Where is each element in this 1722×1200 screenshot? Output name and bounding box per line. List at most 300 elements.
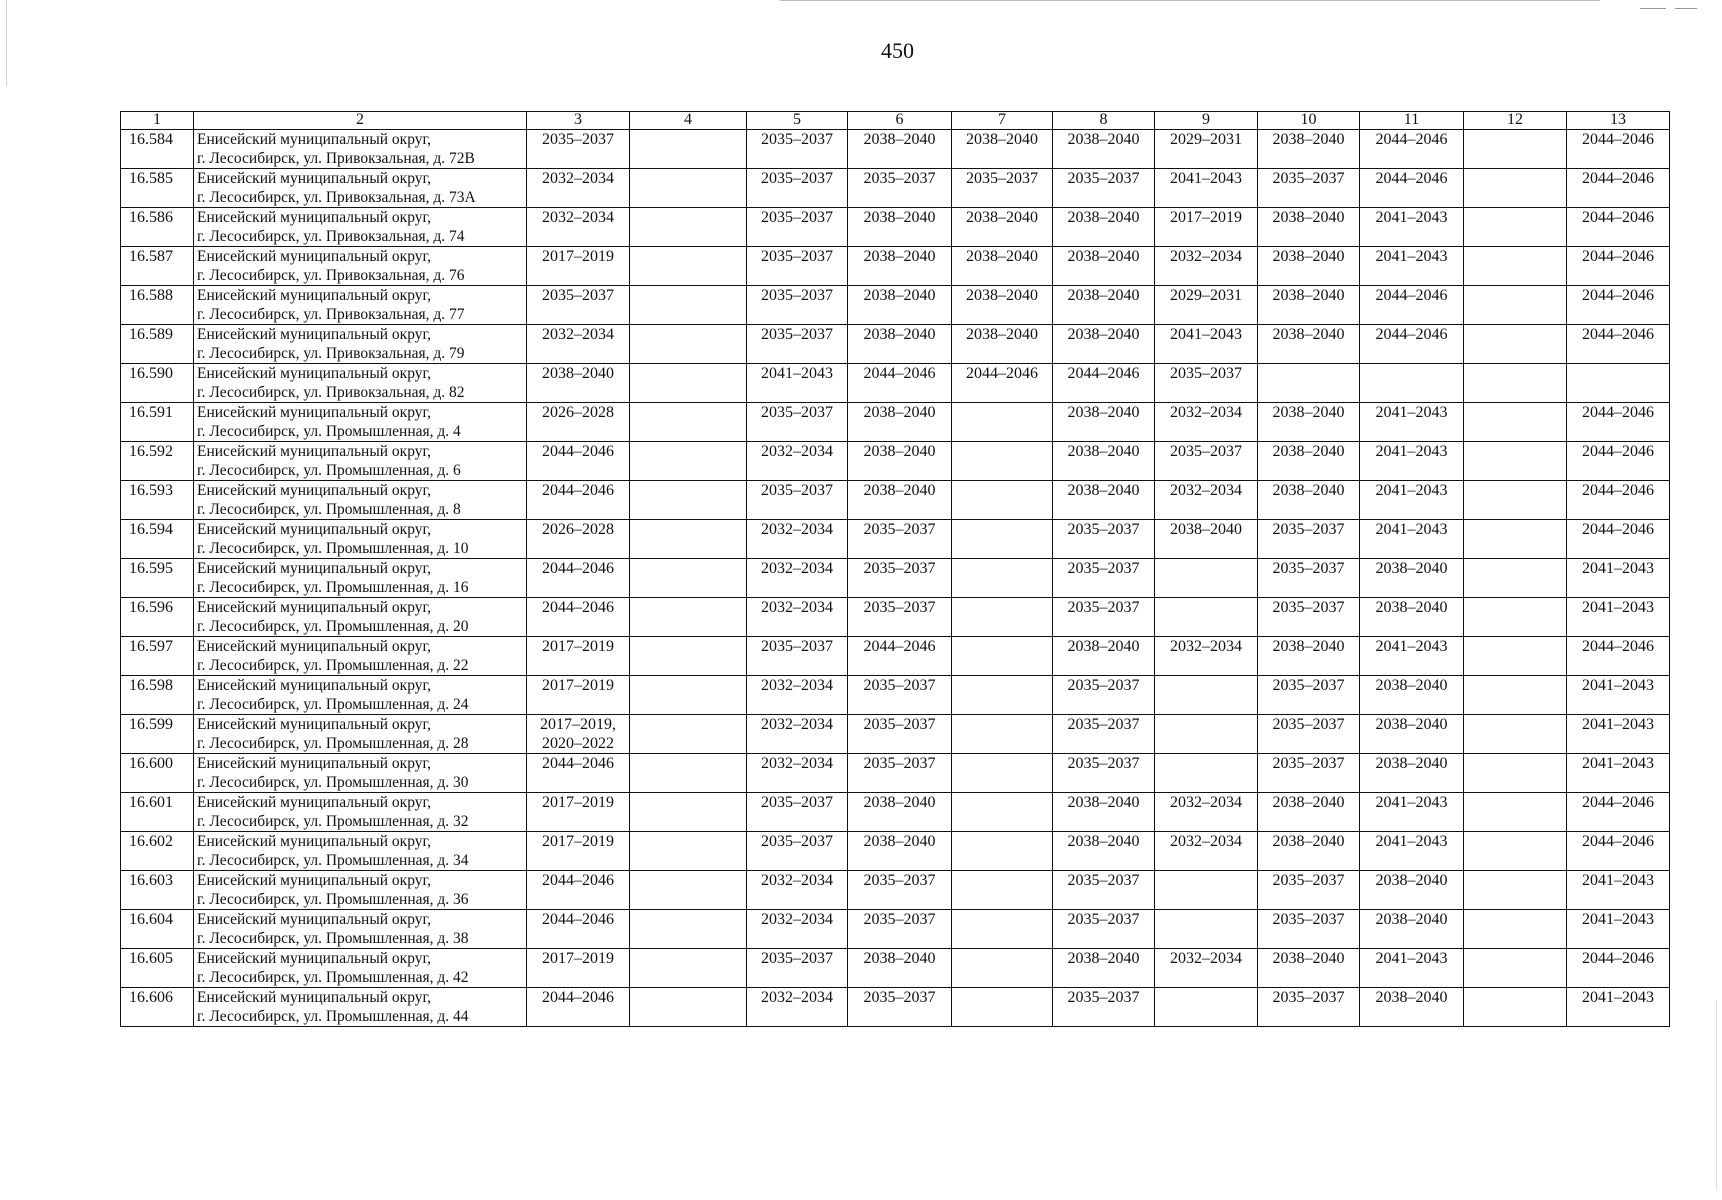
scan-edge-line	[1716, 1000, 1717, 1190]
period-value: 2035–2037	[542, 287, 614, 304]
period-cell-col6	[848, 481, 952, 520]
period-cell-col12	[1464, 286, 1567, 325]
period-cell-col10	[1258, 871, 1360, 910]
period-value: 2041–2043	[1375, 521, 1448, 538]
period-cell-col8	[1053, 286, 1155, 325]
period-cell-col8	[1053, 949, 1155, 988]
address-cell	[194, 949, 527, 988]
period-value: 2041–2043	[1582, 716, 1654, 733]
row-number: 16.592	[121, 442, 194, 481]
period-value: 2035–2037	[1067, 989, 1140, 1006]
period-value: 2038–2040	[966, 131, 1038, 148]
period-cell-col8	[1053, 169, 1155, 208]
period-value: 2032–2034	[1170, 794, 1242, 811]
period-cell-col13	[1567, 754, 1670, 793]
period-cell-col8	[1053, 364, 1155, 403]
period-cell-col8	[1053, 520, 1155, 559]
period-value: 2044–2046	[966, 365, 1038, 382]
period-cell-col13	[1567, 364, 1670, 403]
period-value: 2041–2043	[1582, 599, 1654, 616]
period-value: 2044–2046	[542, 911, 614, 928]
period-value: 2035–2037	[761, 833, 833, 850]
period-value: 2035–2037	[863, 677, 936, 694]
period-cell-col3	[527, 481, 630, 520]
period-cell-col6	[848, 715, 952, 754]
table-row	[121, 403, 1670, 442]
period-cell-col13	[1567, 520, 1670, 559]
period-value: 2035–2037	[1272, 989, 1345, 1006]
address-line-district: Енисейский муниципальный округ,	[197, 209, 431, 226]
period-value: 2035–2037	[1067, 911, 1140, 928]
period-value: 2032–2034	[761, 872, 833, 889]
period-cell-col10	[1258, 208, 1360, 247]
period-cell-col6	[848, 637, 952, 676]
address-line-street: г. Лесосибирск, ул. Промышленная, д. 6	[197, 462, 461, 479]
row-number: 16.602	[121, 832, 194, 871]
period-cell-col3	[527, 403, 630, 442]
column-header-13: 13	[1567, 112, 1670, 130]
period-value: 2026–2028	[542, 521, 614, 538]
period-cell-col11	[1360, 364, 1464, 403]
period-cell-col9	[1155, 520, 1258, 559]
period-cell-col9	[1155, 598, 1258, 637]
address-line-street: г. Лесосибирск, ул. Промышленная, д. 30	[197, 774, 469, 791]
period-cell-col10	[1258, 286, 1360, 325]
period-value: 2032–2034	[1170, 950, 1242, 967]
period-cell-col5	[747, 559, 848, 598]
period-cell-col4	[630, 754, 747, 793]
period-value: 2038–2040	[863, 131, 936, 148]
period-value: 2029–2031	[1170, 287, 1242, 304]
period-value: 2026–2028	[542, 404, 614, 421]
period-cell-col7	[952, 325, 1053, 364]
period-value: 2041–2043	[1170, 170, 1242, 187]
address-cell	[194, 403, 527, 442]
period-value: 2035–2037	[1067, 755, 1140, 772]
period-value: 2035–2037	[863, 755, 936, 772]
period-cell-col3	[527, 988, 630, 1027]
period-cell-col3	[527, 832, 630, 871]
address-cell	[194, 325, 527, 364]
period-cell-col12	[1464, 442, 1567, 481]
column-header-1: 1	[121, 112, 194, 130]
period-value: 2038–2040	[966, 326, 1038, 343]
period-cell-col11	[1360, 871, 1464, 910]
column-header-7: 7	[952, 112, 1053, 130]
period-cell-col5	[747, 754, 848, 793]
period-value: 2035–2037	[1067, 677, 1140, 694]
address-line-street: г. Лесосибирск, ул. Промышленная, д. 32	[197, 813, 469, 830]
period-cell-col9	[1155, 676, 1258, 715]
period-cell-col7	[952, 247, 1053, 286]
period-value: 2035–2037	[966, 170, 1038, 187]
period-value: 2032–2034	[761, 755, 833, 772]
period-value: 2038–2040	[1375, 599, 1448, 616]
address-cell	[194, 247, 527, 286]
period-cell-col12	[1464, 676, 1567, 715]
row-number: 16.591	[121, 403, 194, 442]
period-cell-col4	[630, 988, 747, 1027]
period-value: 2041–2043	[1375, 950, 1448, 967]
table-row	[121, 325, 1670, 364]
period-value: 2038–2040	[863, 950, 936, 967]
period-cell-col4	[630, 208, 747, 247]
period-value: 2038–2040	[863, 794, 936, 811]
column-header-6: 6	[848, 112, 952, 130]
period-value: 2041–2043	[1375, 443, 1448, 460]
period-value: 2035–2037	[863, 716, 936, 733]
period-cell-col9	[1155, 325, 1258, 364]
table-body	[121, 130, 1670, 1027]
period-cell-col11	[1360, 481, 1464, 520]
period-cell-col5	[747, 832, 848, 871]
period-cell-col3	[527, 754, 630, 793]
period-value: 2038–2040	[1272, 404, 1345, 421]
row-number: 16.587	[121, 247, 194, 286]
address-cell	[194, 676, 527, 715]
period-cell-col6	[848, 169, 952, 208]
address-cell	[194, 169, 527, 208]
period-cell-col13	[1567, 949, 1670, 988]
period-cell-col10	[1258, 325, 1360, 364]
table-row	[121, 364, 1670, 403]
period-cell-col6	[848, 559, 952, 598]
period-cell-col13	[1567, 988, 1670, 1027]
period-value: 2032–2034	[1170, 833, 1242, 850]
column-header-2: 2	[194, 112, 527, 130]
column-header-12: 12	[1464, 112, 1567, 130]
period-cell-col8	[1053, 910, 1155, 949]
period-cell-col6	[848, 403, 952, 442]
period-cell-col3	[527, 793, 630, 832]
period-cell-col7	[952, 520, 1053, 559]
row-number: 16.598	[121, 676, 194, 715]
period-cell-col6	[848, 910, 952, 949]
period-value: 2017–2019	[542, 794, 614, 811]
address-line-district: Енисейский муниципальный округ,	[197, 521, 431, 538]
period-cell-col13	[1567, 793, 1670, 832]
period-value: 2038–2040	[966, 209, 1038, 226]
period-cell-col4	[630, 793, 747, 832]
period-cell-col11	[1360, 949, 1464, 988]
period-cell-col9	[1155, 364, 1258, 403]
period-cell-col7	[952, 910, 1053, 949]
address-line-district: Енисейский муниципальный округ,	[197, 911, 431, 928]
period-value: 2038–2040	[1067, 209, 1140, 226]
period-value: 2038–2040	[1067, 482, 1140, 499]
period-cell-col5	[747, 208, 848, 247]
period-cell-col4	[630, 403, 747, 442]
period-cell-col12	[1464, 403, 1567, 442]
period-cell-col6	[848, 130, 952, 169]
period-value: 2032–2034	[1170, 404, 1242, 421]
period-value: 2035–2037	[863, 521, 936, 538]
period-cell-col11	[1360, 793, 1464, 832]
address-line-street: г. Лесосибирск, ул. Привокзальная, д. 79	[197, 345, 465, 362]
period-value: 2038–2040	[966, 248, 1038, 265]
address-line-district: Енисейский муниципальный округ,	[197, 872, 431, 889]
address-cell	[194, 871, 527, 910]
period-value: 2038–2040	[1375, 872, 1448, 889]
period-value: 2038–2040	[1067, 287, 1140, 304]
address-line-district: Енисейский муниципальный округ,	[197, 599, 431, 616]
period-value: 2041–2043	[761, 365, 833, 382]
row-number: 16.586	[121, 208, 194, 247]
period-cell-col8	[1053, 715, 1155, 754]
row-number: 16.599	[121, 715, 194, 754]
period-cell-col5	[747, 520, 848, 559]
row-number: 16.603	[121, 871, 194, 910]
column-header-3: 3	[527, 112, 630, 130]
period-value: 2035–2037	[1067, 872, 1140, 889]
period-cell-col9	[1155, 559, 1258, 598]
period-cell-col4	[630, 286, 747, 325]
period-cell-col10	[1258, 364, 1360, 403]
period-value: 2035–2037	[1170, 365, 1242, 382]
period-cell-col6	[848, 988, 952, 1027]
period-cell-col13	[1567, 130, 1670, 169]
period-value: 2035–2037	[761, 794, 833, 811]
period-cell-col9	[1155, 949, 1258, 988]
period-cell-col3	[527, 871, 630, 910]
address-line-street: г. Лесосибирск, ул. Промышленная, д. 8	[197, 501, 461, 518]
period-cell-col4	[630, 559, 747, 598]
address-line-district: Енисейский муниципальный округ,	[197, 131, 431, 148]
period-value: 2044–2046	[542, 755, 614, 772]
period-value: 2038–2040	[1375, 560, 1448, 577]
period-cell-col6	[848, 832, 952, 871]
period-value: 2032–2034	[1170, 248, 1242, 265]
period-cell-col4	[630, 637, 747, 676]
period-value: 2038–2040	[1375, 989, 1448, 1006]
period-cell-col9	[1155, 403, 1258, 442]
table-row	[121, 715, 1670, 754]
scan-mark	[1675, 8, 1697, 9]
period-cell-col13	[1567, 208, 1670, 247]
period-cell-col6	[848, 364, 952, 403]
period-value: 2035–2037	[1272, 911, 1345, 928]
period-cell-col9	[1155, 169, 1258, 208]
period-value: 2038–2040	[1375, 755, 1448, 772]
address-line-district: Енисейский муниципальный округ,	[197, 989, 431, 1006]
period-cell-col3	[527, 130, 630, 169]
period-value: 2035–2037	[863, 911, 936, 928]
period-cell-col8	[1053, 325, 1155, 364]
period-value: 2044–2046	[1067, 365, 1140, 382]
row-number: 16.594	[121, 520, 194, 559]
period-cell-col10	[1258, 754, 1360, 793]
period-value: 2041–2043	[1582, 677, 1654, 694]
period-cell-col12	[1464, 598, 1567, 637]
address-line-district: Енисейский муниципальный округ,	[197, 638, 431, 655]
period-value: 2032–2034	[761, 560, 833, 577]
period-cell-col8	[1053, 754, 1155, 793]
table-row	[121, 442, 1670, 481]
period-cell-col8	[1053, 676, 1155, 715]
period-cell-col3	[527, 715, 630, 754]
period-cell-col12	[1464, 949, 1567, 988]
period-value: 2032–2034	[761, 911, 833, 928]
period-value: 2044–2046	[1582, 287, 1654, 304]
period-cell-col3	[527, 247, 630, 286]
period-cell-col6	[848, 208, 952, 247]
period-cell-col9	[1155, 247, 1258, 286]
period-cell-col7	[952, 871, 1053, 910]
period-cell-col3	[527, 520, 630, 559]
period-cell-col11	[1360, 559, 1464, 598]
period-cell-col12	[1464, 208, 1567, 247]
period-cell-col7	[952, 637, 1053, 676]
period-value: 2035–2037	[761, 326, 833, 343]
period-value: 2041–2043	[1582, 872, 1654, 889]
address-cell	[194, 559, 527, 598]
table-row	[121, 910, 1670, 949]
period-cell-col7	[952, 286, 1053, 325]
period-value: 2041–2043	[1170, 326, 1242, 343]
period-cell-col8	[1053, 130, 1155, 169]
period-value: 2035–2037	[1067, 560, 1140, 577]
period-value: 2035–2037	[1272, 599, 1345, 616]
period-cell-col13	[1567, 715, 1670, 754]
period-cell-col11	[1360, 715, 1464, 754]
address-line-street: г. Лесосибирск, ул. Привокзальная, д. 77	[197, 306, 465, 323]
period-cell-col4	[630, 520, 747, 559]
address-line-district: Енисейский муниципальный округ,	[197, 482, 431, 499]
period-value: 2038–2040	[542, 365, 614, 382]
period-cell-col10	[1258, 715, 1360, 754]
period-value: 2044–2046	[1582, 443, 1654, 460]
row-number: 16.597	[121, 637, 194, 676]
period-cell-col4	[630, 871, 747, 910]
period-value: 2035–2037	[1272, 560, 1345, 577]
period-cell-col6	[848, 520, 952, 559]
period-value: 2041–2043	[1375, 248, 1448, 265]
table-row	[121, 247, 1670, 286]
period-value: 2041–2043	[1582, 911, 1654, 928]
address-cell	[194, 286, 527, 325]
address-cell	[194, 793, 527, 832]
address-line-district: Енисейский муниципальный округ,	[197, 326, 431, 343]
row-number: 16.596	[121, 598, 194, 637]
period-value: 2038–2040	[1272, 287, 1345, 304]
period-cell-col12	[1464, 637, 1567, 676]
period-cell-col7	[952, 130, 1053, 169]
period-cell-col10	[1258, 520, 1360, 559]
period-value: 2017–2019	[1170, 209, 1242, 226]
period-cell-col9	[1155, 871, 1258, 910]
period-value: 2044–2046	[863, 365, 936, 382]
row-number: 16.585	[121, 169, 194, 208]
period-cell-col12	[1464, 988, 1567, 1027]
period-cell-col4	[630, 715, 747, 754]
period-cell-col10	[1258, 169, 1360, 208]
period-cell-col6	[848, 325, 952, 364]
period-value: 2038–2040	[1272, 638, 1345, 655]
period-value: 2038–2040	[1170, 521, 1242, 538]
table-row	[121, 598, 1670, 637]
table-row	[121, 988, 1670, 1027]
period-value: 2041–2043	[1582, 560, 1654, 577]
column-header-11: 11	[1360, 112, 1464, 130]
period-cell-col3	[527, 325, 630, 364]
address-line-district: Енисейский муниципальный округ,	[197, 794, 431, 811]
period-cell-col12	[1464, 169, 1567, 208]
period-value: 2032–2034	[761, 443, 833, 460]
period-cell-col9	[1155, 208, 1258, 247]
period-value: 2035–2037	[1067, 716, 1140, 733]
period-cell-col13	[1567, 481, 1670, 520]
period-cell-col13	[1567, 559, 1670, 598]
period-cell-col13	[1567, 598, 1670, 637]
period-cell-col5	[747, 910, 848, 949]
row-number: 16.593	[121, 481, 194, 520]
period-value: 2044–2046	[1582, 209, 1654, 226]
address-line-street: г. Лесосибирск, ул. Промышленная, д. 44	[197, 1008, 469, 1025]
period-cell-col13	[1567, 169, 1670, 208]
period-cell-col11	[1360, 208, 1464, 247]
period-cell-col5	[747, 403, 848, 442]
period-cell-col7	[952, 559, 1053, 598]
period-value: 2032–2034	[542, 209, 614, 226]
period-value: 2044–2046	[1582, 638, 1654, 655]
period-value: 2044–2046	[1582, 950, 1654, 967]
address-line-street: г. Лесосибирск, ул. Промышленная, д. 38	[197, 930, 469, 947]
period-cell-col12	[1464, 832, 1567, 871]
period-cell-col7	[952, 403, 1053, 442]
address-cell	[194, 598, 527, 637]
period-value: 2044–2046	[1582, 482, 1654, 499]
period-value: 2035–2037	[1170, 443, 1242, 460]
period-value: 2038–2040	[1375, 911, 1448, 928]
scan-edge-line	[780, 0, 1600, 1]
period-cell-col11	[1360, 286, 1464, 325]
period-value: 2035–2037	[1067, 170, 1140, 187]
period-cell-col3	[527, 598, 630, 637]
period-cell-col5	[747, 793, 848, 832]
period-value: 2038–2040	[863, 482, 936, 499]
period-value: 2017–2019	[542, 833, 614, 850]
row-number: 16.589	[121, 325, 194, 364]
table-row	[121, 286, 1670, 325]
period-value: 2017–2019	[542, 248, 614, 265]
period-cell-col3	[527, 442, 630, 481]
address-line-street: г. Лесосибирск, ул. Промышленная, д. 10	[197, 540, 469, 557]
period-cell-col12	[1464, 715, 1567, 754]
period-value: 2017–2019	[542, 950, 614, 967]
period-cell-col12	[1464, 130, 1567, 169]
period-cell-col6	[848, 754, 952, 793]
address-line-district: Енисейский муниципальный округ,	[197, 833, 431, 850]
period-cell-col11	[1360, 598, 1464, 637]
period-cell-col6	[848, 598, 952, 637]
period-value: 2038–2040	[1272, 833, 1345, 850]
address-cell	[194, 988, 527, 1027]
period-cell-col5	[747, 676, 848, 715]
period-value: 2035–2037	[761, 950, 833, 967]
table-row	[121, 520, 1670, 559]
period-value: 2032–2034	[542, 326, 614, 343]
period-cell-col10	[1258, 949, 1360, 988]
period-cell-col6	[848, 793, 952, 832]
address-line-district: Енисейский муниципальный округ,	[197, 677, 431, 694]
period-cell-col9	[1155, 754, 1258, 793]
table-row	[121, 559, 1670, 598]
period-value: 2044–2046	[542, 872, 614, 889]
period-cell-col4	[630, 910, 747, 949]
period-value: 2032–2034	[761, 599, 833, 616]
period-cell-col4	[630, 481, 747, 520]
period-value: 2038–2040	[863, 209, 936, 226]
